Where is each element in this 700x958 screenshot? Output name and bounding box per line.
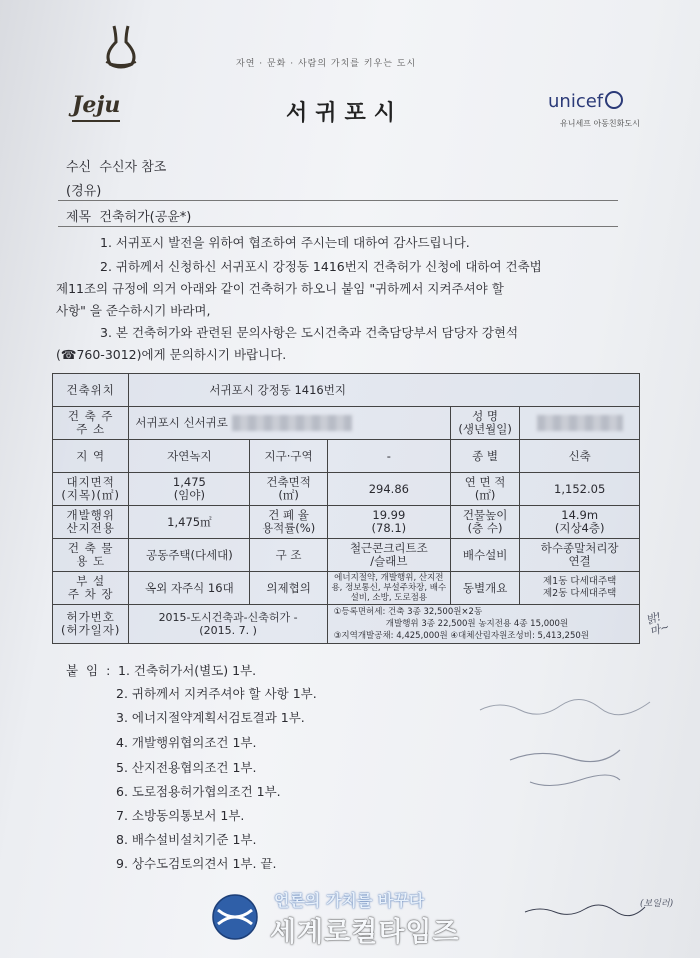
handwritten-note: (보일러) [640, 899, 674, 909]
paragraph-2a: 2. 귀하께서 신청하신 서귀포시 강정동 1416번지 건축허가 신청에 대하여 건축법 [100, 259, 542, 274]
label-type: 종 별 [450, 440, 519, 473]
label-floor-area: 연 면 적 (㎡) [450, 473, 519, 506]
table-row [53, 440, 640, 473]
label-consultation: 의제협의 [250, 572, 327, 605]
attachment-item: 6. 도로점용허가협의조건 1부. [116, 784, 281, 799]
value-type: 신축 [520, 440, 640, 473]
label-site-area: 대지면적 (지목)(㎡) [53, 473, 129, 506]
attachment-item: 8. 배수설비설치기준 1부. [116, 832, 257, 847]
redacted-block [537, 415, 623, 431]
value-district: - [327, 440, 450, 473]
unicef-logo-text: unicef [548, 91, 604, 112]
value-height: 14.9m (지상4층) [520, 506, 640, 539]
paragraph-1: 1. 서귀포시 발전을 위하여 협조하여 주시는데 대하여 감사드립니다. [100, 235, 470, 250]
label-district: 지구·구역 [250, 440, 327, 473]
via-line: (경유) [66, 184, 102, 199]
attachment-item: 4. 개발행위협의조건 1부. [116, 735, 257, 750]
paragraph-3a: 3. 본 건축허가와 관련된 문의사항은 도시건축과 건축담당부서 담당자 강현석 [100, 325, 519, 340]
fee-line-2: 개발행위 3종 22,500원 농지전용 4종 15,000원 [385, 619, 569, 629]
table-row [53, 506, 640, 539]
handwritten-note: 밝! 마~ [644, 610, 672, 639]
recipient-label: 수신 [66, 160, 92, 175]
subject-value: 건축허가(공윤*) [99, 210, 192, 225]
subject-line [66, 206, 191, 225]
label-structure: 구 조 [250, 539, 327, 572]
label-development: 개발행위 산지전용 [53, 506, 129, 539]
value-building-summary: 제1동 다세대주택 제2동 다세대주택 [520, 572, 640, 605]
value-parking: 옥외 자주식 16대 [129, 572, 250, 605]
value-owner-name [520, 407, 640, 440]
attachments-heading: 붙 임 : [66, 663, 113, 678]
table-row [53, 605, 640, 644]
unicef-logo [548, 91, 623, 112]
unicef-globe-icon [605, 91, 623, 109]
label-permit-no: 허가번호 (허가일자) [53, 605, 129, 644]
jeju-logo-text: Jeju [72, 92, 121, 118]
label-building-area: 건축면적 (㎡) [250, 473, 327, 506]
divider [58, 226, 618, 227]
attachment-item: 2. 귀하께서 지켜주셔야 할 사항 1부. [116, 686, 317, 701]
subject-label: 제목 [66, 210, 92, 225]
value-consultation: 에너지절약, 개발행위, 산지전용, 정보통신, 부설주차장, 배수설비, 소방, 도로점용 [327, 572, 450, 605]
label-site: 건축위치 [53, 374, 129, 407]
value-zone: 자연녹지 [129, 440, 250, 473]
watermark-slogan: 언론의 가치를 바꾸다 [274, 891, 425, 910]
value-building-area: 294.86 [327, 473, 450, 506]
site-address: 서귀포시 강정동 1416번지 [209, 382, 346, 397]
recipient-value: 수신자 참조 [99, 160, 167, 175]
recipient-line [66, 156, 166, 175]
label-parking: 부 설 주 차 장 [53, 572, 129, 605]
attachment-item: 9. 상수도검토의견서 1부. 끝. [116, 856, 277, 871]
label-owner-address: 건 축 주 주 소 [53, 407, 129, 440]
owner-address: 서귀포시 신서귀로 [135, 415, 228, 430]
fee-line-1: ①등록면허세: 건축 3종 32,500원×2동 [333, 607, 483, 617]
paragraph-2c: 사항" 을 준수하시기 바라며, [56, 303, 211, 318]
city-slogan: 자연 · 문화 · 사람의 가치를 키우는 도시 [236, 59, 417, 69]
permit-table [52, 373, 640, 644]
org-title: 서귀포시 [286, 101, 404, 126]
table-row [53, 572, 640, 605]
divider [58, 200, 618, 201]
paragraph-3b: (☎760-3012)에게 문의하시기 바랍니다. [56, 347, 287, 362]
label-building-summary: 동별개요 [450, 572, 519, 605]
redacted-block [232, 415, 352, 431]
jeju-flask-logo-icon [96, 22, 146, 72]
value-fees [327, 605, 639, 644]
unicef-subtitle: 유니세프 아동친화도시 [560, 119, 640, 128]
handwritten-scribble-icon [470, 690, 670, 810]
newspaper-emblem-icon [210, 892, 260, 942]
paragraph-2b: 제11조의 규정에 의거 아래와 같이 건축허가 하오니 붙임 "귀하께서 지켜주셔야 할 [56, 281, 504, 296]
attachment-item: 7. 소방동의통보서 1부. [116, 808, 245, 823]
value-use: 공동주택(다세대) [129, 539, 250, 572]
table-row [53, 473, 640, 506]
value-site-area: 1,475 (임야) [129, 473, 250, 506]
value-drainage: 하수종말처리장 연결 [520, 539, 640, 572]
label-owner-name: 성 명 (생년월일) [450, 407, 519, 440]
label-height: 건물높이 (층 수) [450, 506, 519, 539]
value-floor-area: 1,152.05 [520, 473, 640, 506]
fee-line-3: ③지역개발공채: 4,425,000원 ④대체산림자원조성비: 5,413,250원 [333, 631, 589, 641]
label-coverage: 건 폐 율 용적률(%) [250, 506, 327, 539]
value-structure: 철근콘크리트조 /슬래브 [327, 539, 450, 572]
label-zone: 지 역 [53, 440, 129, 473]
value-owner-address [129, 407, 451, 440]
value-permit-no: 2015-도시건축과-신축허가 - (2015. 7. ) [129, 605, 327, 644]
table-row [53, 374, 640, 407]
label-use: 건 축 물 용 도 [53, 539, 129, 572]
table-row [53, 539, 640, 572]
attachment-item: 1. 건축허가서(별도) 1부. [118, 663, 257, 678]
value-development: 1,475㎡ [129, 506, 250, 539]
table-row [53, 407, 640, 440]
label-drainage: 배수설비 [450, 539, 519, 572]
watermark [210, 886, 500, 950]
value-site [129, 374, 640, 407]
attachment-item: 5. 산지전용협의조건 1부. [116, 760, 257, 775]
attachment-item: 3. 에너지절약계획서검토결과 1부. [116, 710, 305, 725]
watermark-name: 세계로컬타임즈 [270, 917, 460, 948]
value-coverage: 19.99 (78.1) [327, 506, 450, 539]
